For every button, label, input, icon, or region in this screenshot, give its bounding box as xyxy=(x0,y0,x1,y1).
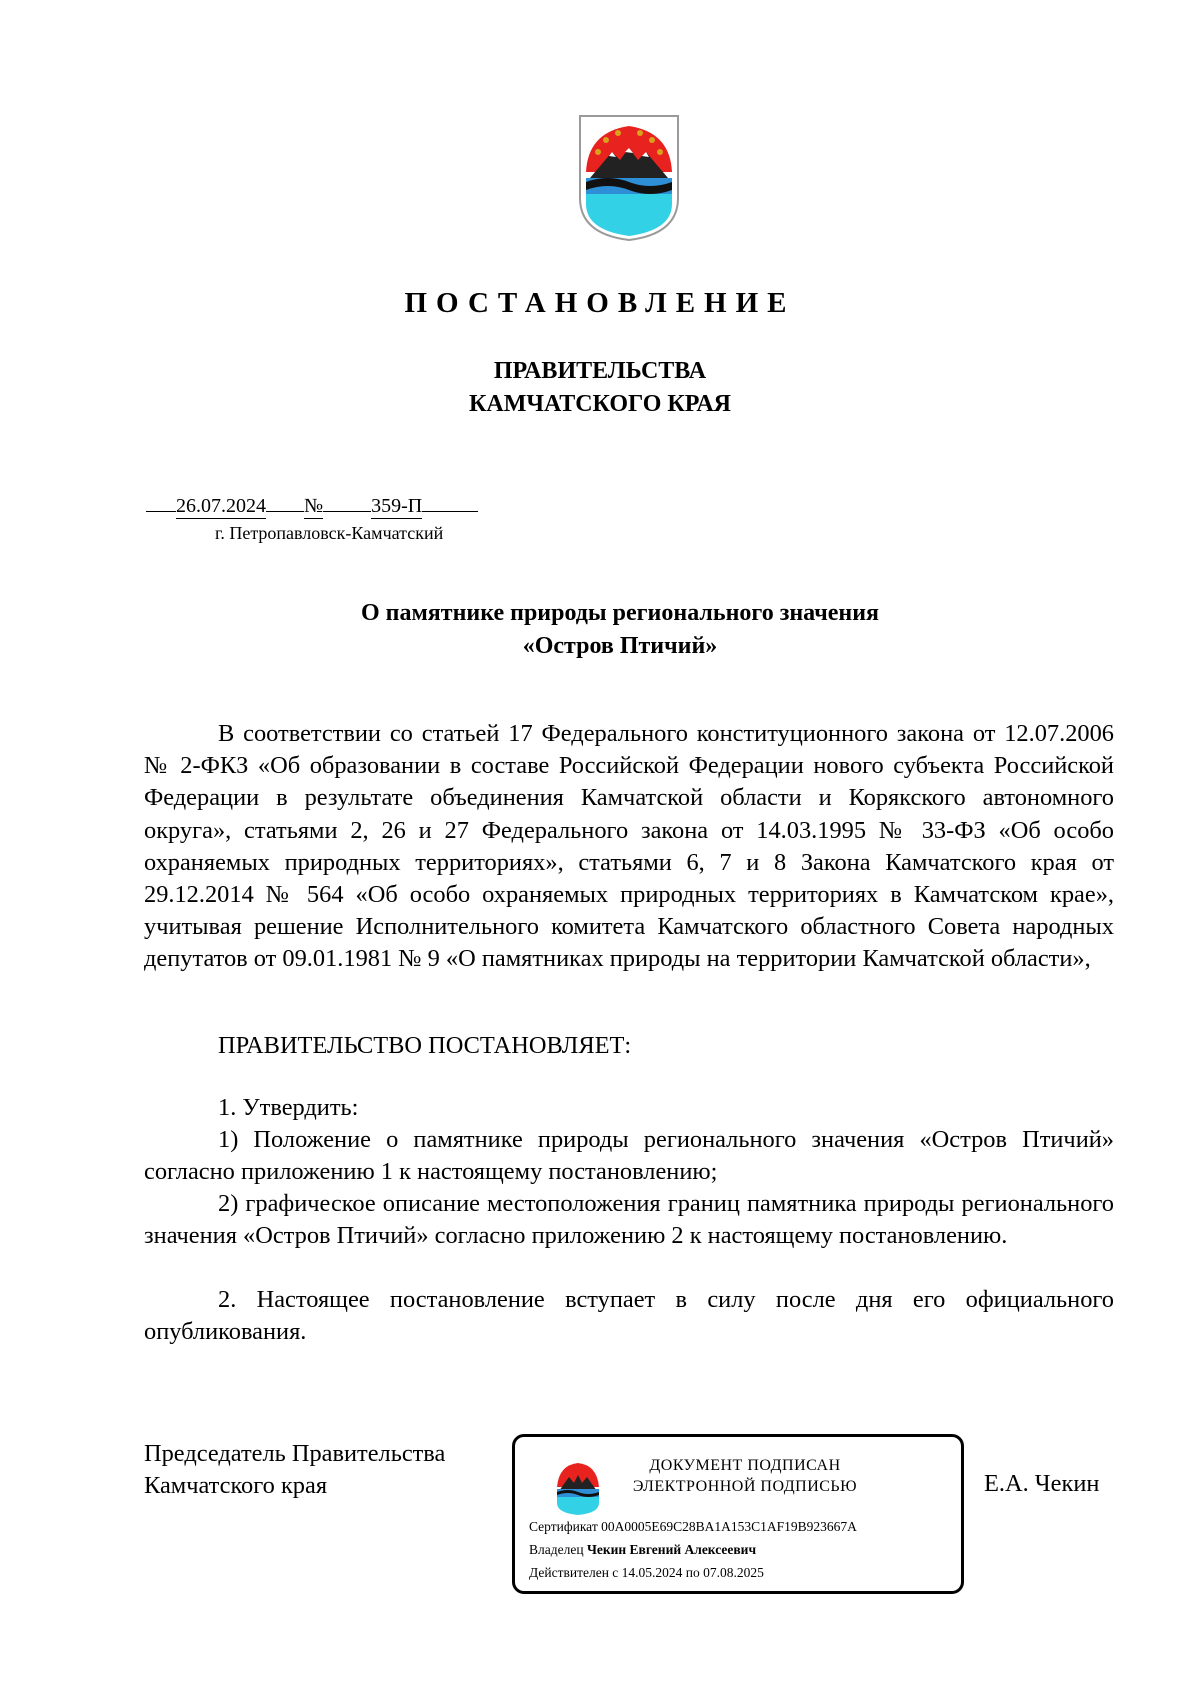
stamp-emblem-icon xyxy=(553,1459,603,1517)
owner-label: Владелец xyxy=(529,1542,584,1557)
authority-line-1: ПРАВИТЕЛЬСТВА xyxy=(493,358,707,384)
subject-line-1: О памятнике природы регионального значения xyxy=(360,600,880,626)
document-number: 359-П xyxy=(371,495,423,517)
electronic-signature-stamp xyxy=(512,1434,964,1594)
resolves-line: ПРАВИТЕЛЬСТВО ПОСТАНОВЛЯЕТ: xyxy=(218,1032,632,1059)
item-2: 2. Настоящее постановление вступает в силу после дня его официального опубликования. xyxy=(144,1286,1114,1346)
document-subject xyxy=(0,597,1200,663)
owner-value: Чекин Евгений Алексеевич xyxy=(586,1542,757,1557)
authority-line-2: КАМЧАТСКОГО КРАЯ xyxy=(468,391,732,417)
valid-from-value: 14.05.2024 xyxy=(621,1565,683,1580)
document-city: г. Петропавловск-Камчатский xyxy=(215,523,444,543)
coat-of-arms-emblem xyxy=(576,112,682,242)
certificate-value: 00A0005E69C28BA1A153C1AF19B923667A xyxy=(601,1519,857,1534)
item-1: 1. Утвердить: xyxy=(218,1094,359,1121)
certificate-label: Сертификат xyxy=(529,1519,598,1534)
stamp-validity-row xyxy=(529,1564,764,1582)
number-sign: № xyxy=(304,495,324,517)
item-1-1: 1) Положение о памятнике природы регионального значения «Остров Птичий» согласно приложению 1 к настоящему постановлению; xyxy=(144,1126,1114,1186)
stamp-title xyxy=(625,1455,865,1497)
subject-line-2: «Остров Птичий» xyxy=(522,633,718,659)
document-heading: ПОСТАНОВЛЕНИЕ xyxy=(404,287,796,319)
preamble-paragraph: В соответствии со статьей 17 Федерального конституционного закона от 12.07.2006 № 2-ФКЗ «Об образовании в составе Российской Федерации нового субъекта Российской Федерации в результате объединения Камчатской области и Корякского автономного округа», статьями 2, 26 и 27 Федерального закона от 14.03.1995 № 33-ФЗ «Об особо охраняемых природных территориях», статьями 6, 7 и 8 Закона Камчатского края от 29.12.2014 № 564 «Об особо охраняемых природных территориях в Камчатском крае», учитывая решение Исполнительного комитета Камчатского областного Совета народных депутатов от 09.01.1981 № 9 «О памятниках природы на территории Камчатской области», xyxy=(144,720,1114,973)
issuing-authority xyxy=(0,355,1200,421)
document-date: 26.07.2024 xyxy=(176,495,266,517)
stamp-title-line-1: ДОКУМЕНТ ПОДПИСАН xyxy=(649,1457,841,1474)
valid-to-label: по xyxy=(685,1565,700,1580)
position-line-2: Камчатского края xyxy=(144,1472,328,1499)
signatory-position xyxy=(144,1438,445,1502)
stamp-owner-row xyxy=(529,1541,756,1559)
valid-from-label: Действителен с xyxy=(529,1565,619,1580)
document-date-number xyxy=(146,494,478,519)
signatory-name: Е.А. Чекин xyxy=(984,1470,1100,1497)
valid-to-value: 07.08.2025 xyxy=(703,1565,764,1580)
stamp-title-line-2: ЭЛЕКТРОННОЙ ПОДПИСЬЮ xyxy=(632,1478,858,1495)
position-line-1: Председатель Правительства xyxy=(144,1440,446,1467)
item-1-2: 2) графическое описание местоположения границ памятника природы регионального значения «Остров Птичий» согласно приложению 2 к настоящему постановлению. xyxy=(144,1190,1114,1250)
stamp-certificate-row xyxy=(529,1518,857,1536)
